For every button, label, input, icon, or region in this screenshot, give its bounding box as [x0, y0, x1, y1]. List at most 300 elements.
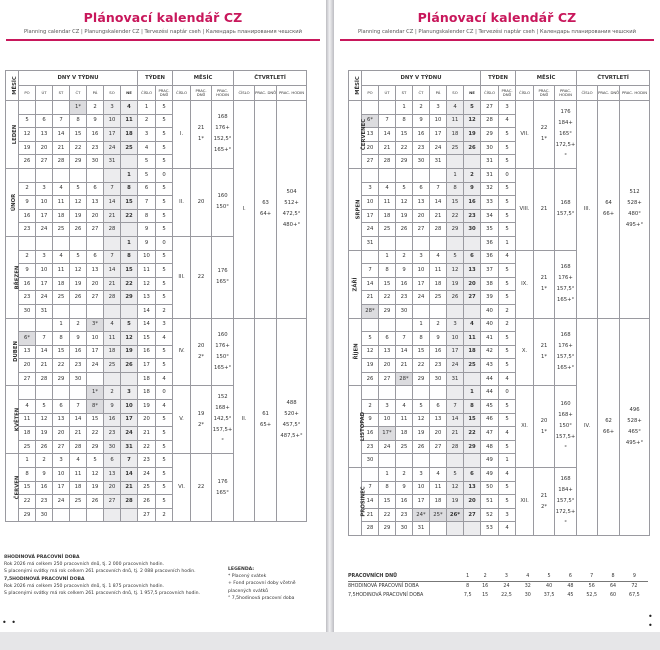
week-working-days: 5: [156, 481, 173, 495]
month-name: ČERVENEC: [349, 101, 362, 169]
day-cell: 6: [379, 332, 396, 346]
month-name: DUBEN: [6, 318, 19, 386]
stats-row-8h-label: 8HODINOVÁ PRACOVNÍ DOBA: [348, 584, 419, 589]
day-cell: 16: [19, 209, 36, 223]
stats-row-8h: [348, 582, 648, 592]
header-day-5: SO: [104, 86, 121, 101]
day-cell: 5: [396, 182, 413, 196]
day-cell: 23: [413, 141, 430, 155]
day-cell: 6: [87, 182, 104, 196]
week-working-days: 0: [156, 168, 173, 182]
week-working-days: 4: [499, 372, 516, 386]
week-number: 49: [481, 468, 499, 482]
day-cell: [104, 168, 121, 182]
day-cell: [70, 168, 87, 182]
stats-row-75h-value: 22,5: [501, 593, 512, 598]
day-cell: 13: [19, 345, 36, 359]
day-cell: 26: [36, 440, 53, 454]
header-subcol: PRAC. HODIN: [212, 86, 234, 101]
day-cell: [464, 454, 481, 468]
day-cell: 19: [70, 209, 87, 223]
day-cell: [362, 318, 379, 332]
header-day-4: PÁ: [430, 86, 447, 101]
day-cell: 25*: [430, 508, 447, 522]
day-cell: [447, 522, 464, 536]
month-number: III.: [173, 236, 191, 318]
day-cell: [447, 454, 464, 468]
week-working-days: 5: [499, 196, 516, 210]
day-cell: [379, 318, 396, 332]
day-cell: [104, 236, 121, 250]
month-working-days: 20: [191, 168, 212, 236]
header-month-vertical: MĚSÍC: [349, 71, 362, 101]
day-cell: 29: [53, 372, 70, 386]
month-working-days: 21 1*: [534, 250, 555, 318]
week-number: 19: [138, 400, 156, 414]
week-row: [6, 318, 307, 332]
day-cell: 10: [447, 332, 464, 346]
header-day-5: SO: [447, 86, 464, 101]
day-cell: 15: [464, 413, 481, 427]
day-cell: 11: [430, 264, 447, 278]
note-8h-line2: S placenými svátky má rok celkem 261 pracovních dnů, tj. 2 088 pracovních hodin.: [4, 569, 196, 575]
header-subcol: PRAC. HODIN: [620, 86, 650, 101]
week-working-days: 5: [156, 454, 173, 468]
day-cell: 17: [413, 495, 430, 509]
day-cell: 27: [87, 291, 104, 305]
day-cell: 1: [53, 318, 70, 332]
day-cell: 5: [19, 114, 36, 128]
day-cell: [87, 236, 104, 250]
day-cell: 17: [104, 128, 121, 142]
day-cell: 7: [362, 264, 379, 278]
week-number: 39: [481, 291, 499, 305]
week-number: 46: [481, 413, 499, 427]
day-cell: 27: [36, 155, 53, 169]
month-working-hours: 160 150°: [212, 168, 234, 236]
day-cell: [430, 522, 447, 536]
header-days-of-week: DNY V TÝDNU: [362, 71, 481, 86]
stats-row-75h-value: 30: [524, 593, 531, 598]
day-cell: 29: [379, 522, 396, 536]
day-cell: 10: [87, 332, 104, 346]
day-cell: 18: [464, 345, 481, 359]
header-day-6: NE: [464, 86, 481, 101]
week-working-days: 4: [156, 372, 173, 386]
day-cell: 18: [53, 209, 70, 223]
week-working-days: 4: [499, 427, 516, 441]
day-cell: 29: [464, 440, 481, 454]
day-cell: 16: [430, 345, 447, 359]
day-cell: 6*: [19, 332, 36, 346]
day-cell: 15: [70, 128, 87, 142]
week-number: 44: [481, 372, 499, 386]
week-row: [6, 101, 307, 115]
day-cell: 20: [36, 141, 53, 155]
week-working-days: 5: [156, 155, 173, 169]
day-cell: 8: [379, 264, 396, 278]
header-month: MĚSÍC: [516, 71, 577, 86]
week-working-days: 5: [156, 291, 173, 305]
day-cell: 23: [396, 508, 413, 522]
day-cell: 1: [19, 454, 36, 468]
week-number: 18: [138, 386, 156, 400]
day-cell: 15: [19, 481, 36, 495]
stats-row-8h-value: 24: [503, 584, 510, 589]
week-working-days: 4: [499, 522, 516, 536]
day-cell: 22: [447, 209, 464, 223]
week-number: 5: [138, 168, 156, 182]
day-cell: 4: [121, 101, 138, 115]
week-number: 42: [481, 345, 499, 359]
week-number: 43: [481, 359, 499, 373]
quarter-working-days: 61 65+: [255, 318, 277, 522]
day-cell: 27: [413, 223, 430, 237]
week-number: 31: [481, 168, 499, 182]
day-cell: 23: [104, 427, 121, 441]
day-cell: 20: [87, 277, 104, 291]
month-name: ZÁŘÍ: [349, 250, 362, 318]
stats-row-75h-value: 67,5: [629, 593, 640, 598]
stats-row-75h-label: 7,5HODINOVÁ PRACOVNÍ DOBA: [348, 593, 424, 598]
week-number: 32: [481, 182, 499, 196]
day-cell: 7: [362, 481, 379, 495]
week-working-days: 5: [499, 141, 516, 155]
month-number: I.: [173, 101, 191, 169]
header-subcol: PRAC. DNŮ: [156, 86, 173, 101]
day-cell: 10: [36, 264, 53, 278]
day-cell: 9: [19, 196, 36, 210]
day-cell: 28: [362, 522, 379, 536]
stats-row-75h-value: 45: [567, 593, 574, 598]
day-cell: 26: [362, 372, 379, 386]
day-cell: 26: [70, 291, 87, 305]
week-working-days: 5: [156, 250, 173, 264]
day-cell: 19: [87, 481, 104, 495]
day-cell: 10: [413, 481, 430, 495]
day-cell: [362, 468, 379, 482]
day-cell: [379, 168, 396, 182]
day-cell: 8: [121, 182, 138, 196]
quarter-working-hours: 512 528+ 480° 495+°: [620, 101, 650, 319]
day-cell: [430, 236, 447, 250]
week-number: 6: [138, 182, 156, 196]
month-name: ŘÍJEN: [349, 318, 362, 386]
stats-row-75h-value: 60: [609, 593, 617, 598]
day-cell: 9: [36, 468, 53, 482]
day-cell: 18: [430, 277, 447, 291]
day-cell: 26: [447, 291, 464, 305]
day-cell: 24*: [413, 508, 430, 522]
day-cell: 30: [464, 223, 481, 237]
day-cell: 3: [362, 182, 379, 196]
day-cell: 14: [430, 196, 447, 210]
day-cell: 17: [362, 209, 379, 223]
week-working-days: 5: [499, 209, 516, 223]
week-number: 23: [138, 454, 156, 468]
day-cell: 14: [36, 345, 53, 359]
header-quarter: ČTVRTLETÍ: [577, 71, 650, 86]
day-cell: [104, 372, 121, 386]
day-cell: 12: [70, 264, 87, 278]
day-cell: 12: [121, 332, 138, 346]
day-cell: 10: [413, 264, 430, 278]
day-cell: 23: [19, 291, 36, 305]
note-75h-title: 7,5HODINOVÁ PRACOVNÍ DOBA: [4, 576, 85, 582]
day-cell: 24: [447, 359, 464, 373]
week-working-days: 5: [156, 495, 173, 509]
week-number: 29: [481, 128, 499, 142]
day-cell: 12: [87, 468, 104, 482]
week-number: 26: [138, 495, 156, 509]
month-working-hours: 160 168+ 150° 157,5+°: [555, 386, 577, 468]
day-cell: 20: [379, 359, 396, 373]
day-cell: 5: [121, 318, 138, 332]
page-title: Plánovací kalendář CZ: [417, 10, 577, 25]
day-cell: 17: [447, 345, 464, 359]
day-cell: 15: [447, 196, 464, 210]
day-cell: 6: [464, 250, 481, 264]
day-cell: [396, 318, 413, 332]
day-cell: 4: [53, 250, 70, 264]
legend-item: ° 7,5hodinová pracovní doba: [228, 595, 295, 601]
day-cell: 2: [396, 468, 413, 482]
day-cell: 19: [447, 495, 464, 509]
week-number: 21: [138, 427, 156, 441]
day-cell: 27: [464, 508, 481, 522]
week-number: 11: [138, 264, 156, 278]
day-cell: 6: [464, 468, 481, 482]
week-number: 41: [481, 332, 499, 346]
day-cell: [36, 386, 53, 400]
day-cell: 24: [379, 440, 396, 454]
week-working-days: 4: [499, 250, 516, 264]
header-day-0: PO: [362, 86, 379, 101]
day-cell: 8: [19, 468, 36, 482]
day-cell: 7: [53, 114, 70, 128]
day-cell: 3: [36, 250, 53, 264]
day-cell: 3: [430, 101, 447, 115]
day-cell: 22: [121, 277, 138, 291]
day-cell: 3*: [87, 318, 104, 332]
day-cell: 14: [104, 264, 121, 278]
day-cell: 21: [396, 359, 413, 373]
day-cell: 20: [104, 481, 121, 495]
day-cell: [447, 155, 464, 169]
day-cell: 4: [430, 250, 447, 264]
month-working-days: 22: [191, 454, 212, 522]
week-working-days: 5: [156, 128, 173, 142]
week-working-days: 1: [499, 454, 516, 468]
day-cell: 15: [53, 345, 70, 359]
stats-header-label: PRACOVNÍCH DNŮ: [348, 574, 397, 579]
day-cell: 28*: [396, 372, 413, 386]
binding-dots-left: • •: [2, 618, 17, 627]
page-subtitle: Planning calendar CZ | Planungskalender CZ | Tervezési naptár cseh | Календарь планирования чешский: [23, 29, 303, 35]
month-working-hours: 176 165°: [212, 454, 234, 522]
day-cell: [464, 522, 481, 536]
week-working-days: 4: [499, 114, 516, 128]
week-working-days: 5: [499, 495, 516, 509]
day-cell: 17: [121, 413, 138, 427]
week-number: 27: [481, 101, 499, 115]
stats-header-value: 5: [547, 574, 551, 579]
day-cell: 29: [70, 155, 87, 169]
header-day-0: PO: [19, 86, 36, 101]
day-cell: 16: [19, 277, 36, 291]
quarter-working-days: 62 66+: [598, 318, 620, 536]
day-cell: 8: [53, 332, 70, 346]
day-cell: [70, 508, 87, 522]
day-cell: 3: [413, 468, 430, 482]
day-cell: 12: [447, 264, 464, 278]
day-cell: 18: [430, 495, 447, 509]
week-working-days: 0: [499, 386, 516, 400]
day-cell: 5: [36, 400, 53, 414]
day-cell: 11: [447, 114, 464, 128]
day-cell: [464, 372, 481, 386]
day-cell: 11: [53, 196, 70, 210]
day-cell: 7: [104, 182, 121, 196]
day-cell: [362, 250, 379, 264]
day-cell: 22: [396, 141, 413, 155]
day-cell: 2: [362, 400, 379, 414]
day-cell: 8: [413, 332, 430, 346]
week-row: [349, 101, 650, 115]
day-cell: 1: [464, 386, 481, 400]
day-cell: 16: [104, 413, 121, 427]
day-cell: 3: [104, 101, 121, 115]
week-number: 49: [481, 454, 499, 468]
month-working-days: 20 1*: [534, 386, 555, 468]
working-days-hours-table: [348, 572, 648, 600]
stats-row-8h-value: 48: [567, 584, 574, 589]
day-cell: 9: [396, 264, 413, 278]
title-rule: [340, 39, 654, 41]
day-cell: 2: [70, 318, 87, 332]
month-working-hours: 160 176+ 150° 165+°: [212, 318, 234, 386]
day-cell: 4: [104, 318, 121, 332]
header-day-3: ČT: [413, 86, 430, 101]
day-cell: 27: [19, 372, 36, 386]
day-cell: 14: [53, 128, 70, 142]
day-cell: 18: [447, 128, 464, 142]
day-cell: [121, 304, 138, 318]
month-working-hours: 168 157,5°: [555, 168, 577, 250]
day-cell: [19, 168, 36, 182]
day-cell: 19: [464, 128, 481, 142]
stats-header-value: 7: [590, 574, 594, 579]
day-cell: 28: [53, 155, 70, 169]
day-cell: 21: [104, 209, 121, 223]
day-cell: 4: [396, 400, 413, 414]
header-subcol: ČÍSLO: [516, 86, 534, 101]
week-number: 28: [481, 114, 499, 128]
week-number: 31: [481, 155, 499, 169]
stats-header-value: 6: [568, 574, 572, 579]
day-cell: 29: [379, 304, 396, 318]
day-cell: 17: [430, 128, 447, 142]
quarter-working-days: 63 64+: [255, 101, 277, 319]
legend-title: LEGENDA:: [228, 567, 255, 572]
day-cell: 26: [464, 141, 481, 155]
day-cell: [464, 155, 481, 169]
day-cell: [362, 386, 379, 400]
week-working-days: 4: [499, 468, 516, 482]
binding-dots-right: • •: [648, 612, 654, 630]
note-8h-line1: Rok 2026 má celkem 250 pracovních dnů, tj. 2 000 pracovních hodin.: [4, 562, 165, 568]
week-working-days: 3: [499, 508, 516, 522]
day-cell: 30: [36, 508, 53, 522]
day-cell: 30: [104, 440, 121, 454]
day-cell: 12: [396, 196, 413, 210]
header-day-2: ST: [396, 86, 413, 101]
day-cell: 11: [430, 481, 447, 495]
day-cell: 18: [396, 427, 413, 441]
day-cell: 15: [121, 196, 138, 210]
day-cell: 18: [19, 427, 36, 441]
day-cell: 17*: [379, 427, 396, 441]
day-cell: 11: [70, 468, 87, 482]
day-cell: 31: [104, 155, 121, 169]
day-cell: 6: [104, 454, 121, 468]
week-number: 9: [138, 223, 156, 237]
month-working-days: 21 1*: [534, 318, 555, 386]
day-cell: 6: [413, 182, 430, 196]
month-working-hours: 168 176+ 157,5° 165+°: [555, 250, 577, 318]
week-working-days: 2: [156, 304, 173, 318]
day-cell: [396, 236, 413, 250]
month-number: IX.: [516, 250, 534, 318]
day-cell: 11: [121, 114, 138, 128]
day-cell: 9: [19, 264, 36, 278]
week-working-days: 5: [499, 223, 516, 237]
header-subcol: PRAC. DNŮ: [598, 86, 620, 101]
header-day-1: ÚT: [36, 86, 53, 101]
day-cell: 29: [87, 440, 104, 454]
day-cell: 26: [413, 440, 430, 454]
day-cell: 20: [362, 141, 379, 155]
month-number: XI.: [516, 386, 534, 468]
day-cell: [379, 454, 396, 468]
day-cell: 6: [53, 400, 70, 414]
day-cell: 25: [379, 223, 396, 237]
day-cell: 11: [379, 196, 396, 210]
week-working-days: 5: [499, 345, 516, 359]
day-cell: 16: [464, 196, 481, 210]
day-cell: 28*: [362, 304, 379, 318]
week-working-days: 5: [499, 440, 516, 454]
day-cell: 13: [362, 128, 379, 142]
day-cell: 30: [19, 304, 36, 318]
header-day-2: ST: [53, 86, 70, 101]
day-cell: 20: [53, 427, 70, 441]
day-cell: 11: [464, 332, 481, 346]
day-cell: 8: [396, 114, 413, 128]
month-working-hours: 168 176+ 152,5° 165+°: [212, 101, 234, 169]
day-cell: 31: [430, 155, 447, 169]
legend-item: * Placený svátek: [228, 574, 267, 580]
week-number: 44: [481, 386, 499, 400]
quarter-working-days: 64 66+: [598, 101, 620, 319]
week-number: 5: [138, 155, 156, 169]
day-cell: 25: [430, 291, 447, 305]
day-cell: 28: [430, 223, 447, 237]
month-name: KVĚTEN: [6, 386, 19, 454]
day-cell: 20: [464, 495, 481, 509]
day-cell: 1: [413, 318, 430, 332]
week-number: 20: [138, 413, 156, 427]
